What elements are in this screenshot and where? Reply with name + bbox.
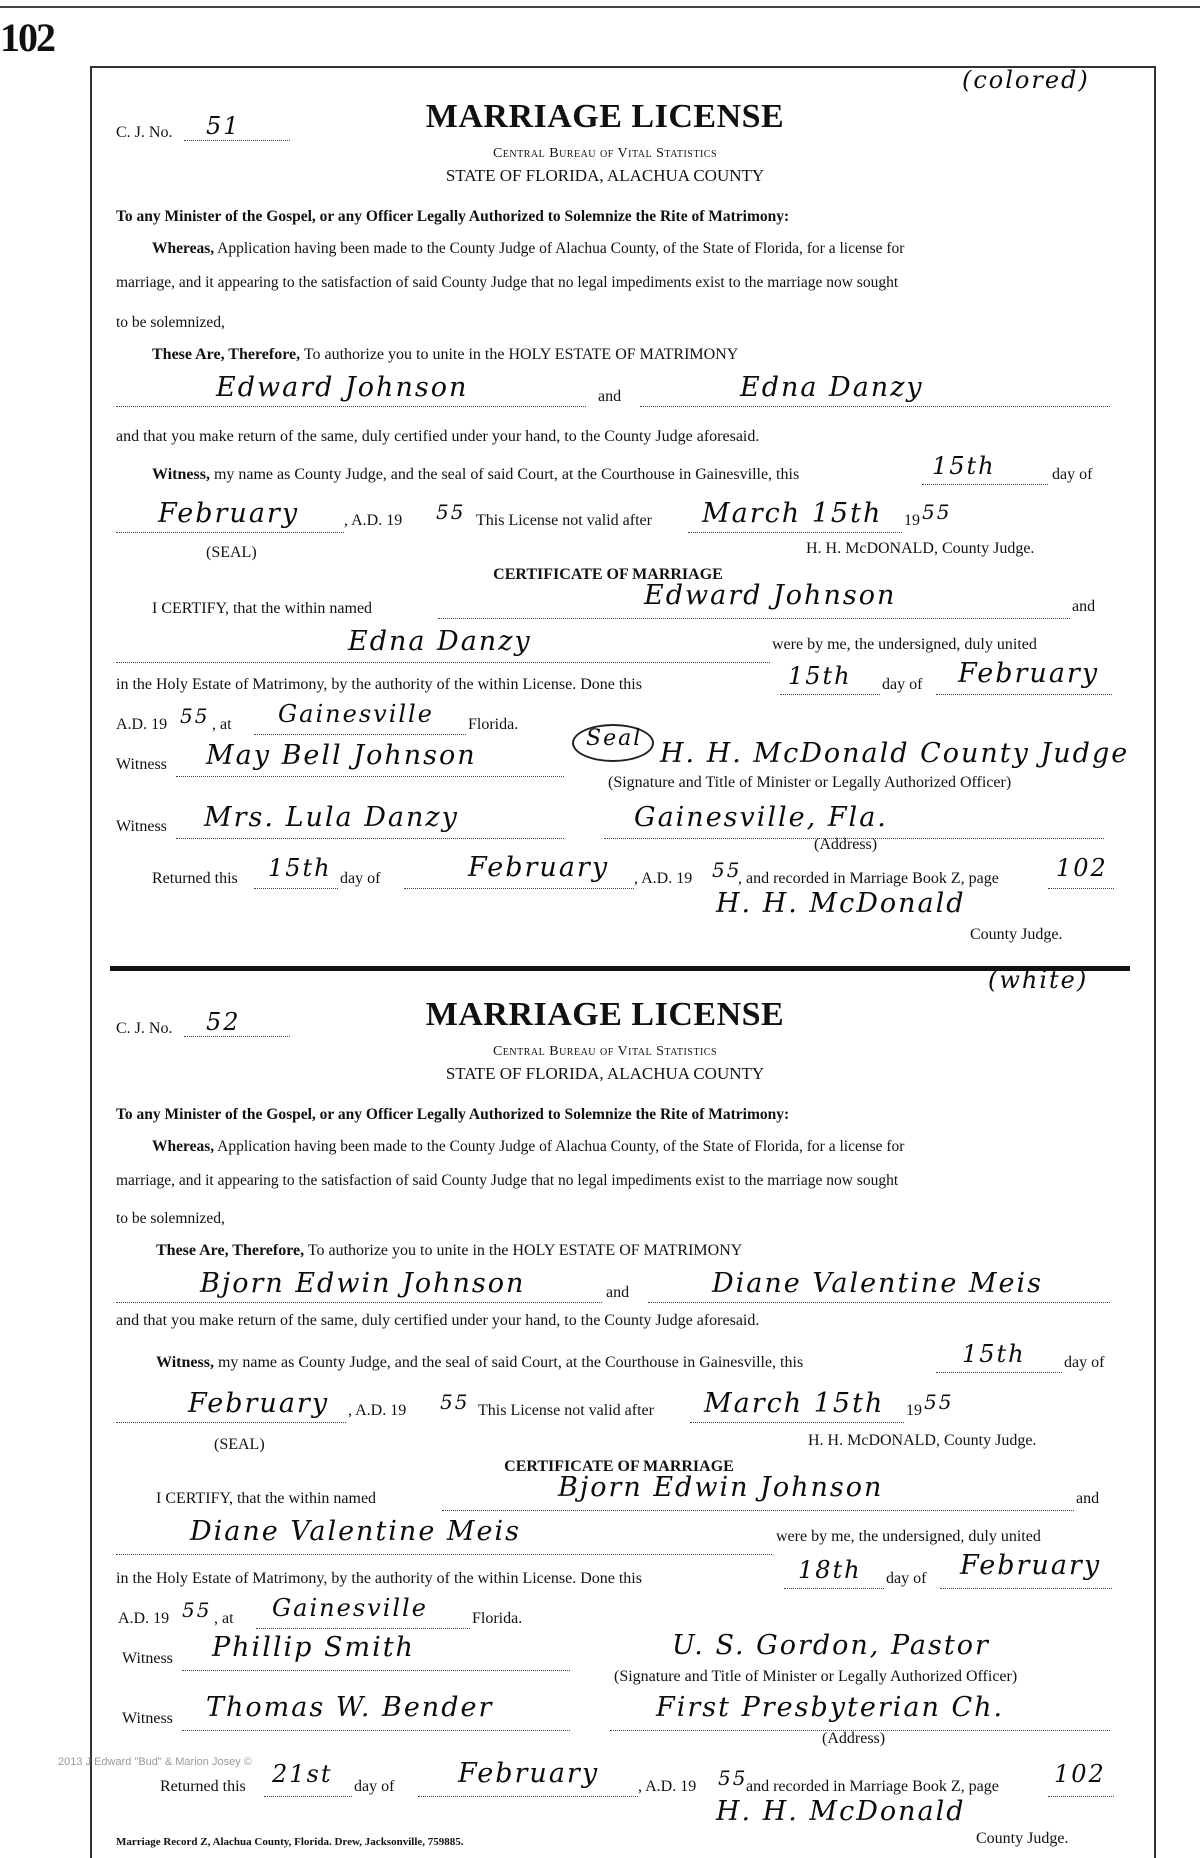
authorize-line: [152, 346, 738, 364]
form-footer: Marriage Record Z, Alachua County, Florida. Drew, Jacksonville, 759885.: [116, 1836, 464, 1848]
groom-name: Bjorn Edwin Johnson: [200, 1268, 526, 1299]
address-to: To any Minister of the Gospel, or any Officer Legally Authorized to Solemnize the Rite of Matrimony:: [116, 208, 790, 225]
page-field: [1048, 854, 1114, 889]
judge-print: H. H. McDONALD, County Judge.: [806, 540, 1035, 557]
license-subtitle: Central Bureau of Vital Statistics: [492, 1044, 718, 1059]
groom-name: Edward Johnson: [216, 372, 469, 403]
done-year: 55: [182, 1598, 212, 1622]
at-label: , at: [214, 1610, 234, 1627]
cert-and-label: and: [1072, 598, 1096, 615]
valid-until: March 15th: [704, 1388, 885, 1419]
done-month-field: [936, 658, 1112, 695]
license-day-field: [936, 1340, 1062, 1373]
returned-month: February: [468, 852, 610, 883]
license-subtitle: Central Bureau of Vital Statistics: [492, 146, 718, 161]
witness-text: my name as County Judge, and the seal of said Court, at the Courthouse in Gainesville, this: [213, 466, 800, 483]
whereas-line-1: [152, 1138, 904, 1156]
county-judge-label: County Judge.: [970, 926, 1063, 943]
were-united-label: were by me, the undersigned, duly united: [776, 1528, 1041, 1545]
these-are-lead: These Are, Therefore,: [152, 346, 301, 363]
judge-signature: H. H. McDonald: [716, 1796, 966, 1827]
authorize-text: To authorize you to unite in the HOLY ESTATE OF MATRIMONY: [307, 1242, 743, 1259]
cert-bride-field: [116, 1516, 772, 1555]
cert-groom-field: [438, 580, 1070, 619]
witness2-label: Witness: [122, 1710, 173, 1727]
returned-month-field: [418, 1758, 638, 1797]
not-valid-label: This License not valid after: [476, 512, 652, 529]
done-place-field: [256, 1594, 470, 1629]
signature-caption: (Signature and Title of Minister or Legally Authorized Officer): [614, 1668, 1018, 1685]
license-state: STATE OF FLORIDA, ALACHUA COUNTY: [445, 166, 765, 185]
document-frame: [90, 66, 1156, 1858]
seal-mark: [572, 724, 654, 762]
bride-field: [648, 1268, 1110, 1303]
race-note: (colored): [962, 66, 1090, 94]
done-day-field: [784, 1556, 884, 1589]
cj-label: C. J. No.: [116, 1020, 173, 1037]
witness1-name: Phillip Smith: [212, 1632, 415, 1663]
cert-groom: Bjorn Edwin Johnson: [558, 1472, 884, 1503]
whereas-text-1: Application having been made to the County Judge of Alachua County, of the State of Florida, for a license for: [217, 240, 905, 257]
holy-estate-line: in the Holy Estate of Matrimony, by the authority of the within License. Done this: [116, 676, 642, 693]
license-month: February: [158, 498, 300, 529]
address-value: Gainesville, Fla.: [634, 802, 888, 833]
returned-day: 15th: [268, 854, 332, 882]
done-month: February: [960, 1550, 1102, 1581]
bride-field: [640, 372, 1110, 407]
done-day-of: day of: [882, 676, 923, 693]
certificate-title: CERTIFICATE OF MARRIAGE: [493, 566, 723, 583]
returned-day-of: day of: [340, 870, 381, 887]
judge-print: H. H. McDONALD, County Judge.: [808, 1432, 1037, 1449]
valid-until-field: [688, 498, 902, 533]
license-day: 15th: [932, 452, 996, 480]
witness1-field: [182, 1632, 570, 1671]
license-title: MARRIAGE LICENSE: [425, 98, 785, 135]
seal-hand-text: Seal: [586, 726, 643, 751]
cert-and-label: and: [1076, 1490, 1100, 1507]
witness-lead: Witness,: [156, 1354, 214, 1371]
done-day-field: [780, 662, 880, 695]
address-to: To any Minister of the Gospel, or any Officer Legally Authorized to Solemnize the Rite of Matrimony:: [116, 1106, 790, 1123]
florida-label: Florida.: [468, 716, 519, 733]
license-year: 55: [440, 1390, 470, 1414]
done-place: Gainesville: [278, 700, 434, 728]
certify-label: I CERTIFY, that the within named: [156, 1490, 377, 1507]
witness2-name: Mrs. Lula Danzy: [204, 802, 459, 833]
returned-year: 55: [718, 1766, 748, 1790]
holy-estate-line: in the Holy Estate of Matrimony, by the authority of the within License. Done this: [116, 1570, 642, 1587]
recorded-label: and recorded in Marriage Book Z, page: [746, 1778, 999, 1795]
authorize-line: [156, 1242, 742, 1260]
witness-line: [152, 466, 799, 484]
witness1-label: Witness: [122, 1650, 173, 1667]
groom-field: [116, 372, 586, 407]
valid-until-field: [690, 1388, 904, 1423]
page-field: [1048, 1760, 1114, 1797]
whereas-line-1: [152, 240, 904, 258]
whereas-line-2: marriage, and it appearing to the satisfaction of said County Judge that no legal impediments exist to the marriage now sought: [116, 274, 899, 291]
returned-label: Returned this: [160, 1778, 246, 1795]
cj-number: 51: [206, 112, 241, 140]
cert-bride-field: [116, 626, 770, 663]
returned-day-field: [264, 1760, 352, 1797]
returned-day-field: [254, 854, 338, 889]
cert-bride: Edna Danzy: [348, 626, 532, 657]
bride-name: Diane Valentine Meis: [712, 1268, 1044, 1299]
top-rule: [0, 6, 1200, 8]
license-month: February: [188, 1388, 330, 1419]
license-state: STATE OF FLORIDA, ALACHUA COUNTY: [445, 1064, 765, 1083]
signature-caption: (Signature and Title of Minister or Legally Authorized Officer): [608, 774, 1012, 791]
license-separator: [110, 966, 1130, 971]
witness-line: [156, 1354, 803, 1372]
certify-label: I CERTIFY, that the within named: [152, 600, 373, 617]
day-of-label: day of: [1064, 1354, 1105, 1371]
cj-number: 52: [206, 1008, 241, 1036]
and-label: and: [598, 388, 622, 405]
page-value: 102: [1054, 1760, 1106, 1788]
witness1-field: [176, 740, 564, 777]
whereas-lead: Whereas,: [152, 240, 215, 257]
address-caption: (Address): [814, 836, 878, 853]
license-month-field: [116, 498, 344, 533]
witness-text: my name as County Judge, and the seal of said Court, at the Courthouse in Gainesville, this: [217, 1354, 804, 1371]
whereas-line-3: to be solemnized,: [116, 314, 225, 331]
done-month-field: [940, 1550, 1112, 1589]
address-caption: (Address): [822, 1730, 886, 1747]
license-day: 15th: [962, 1340, 1026, 1368]
license-title: MARRIAGE LICENSE: [425, 996, 785, 1033]
page-number: 102: [0, 15, 54, 60]
groom-field: [116, 1268, 602, 1303]
whereas-lead: Whereas,: [152, 1138, 215, 1155]
witness2-field: [182, 1692, 570, 1731]
whereas-text-1: Application having been made to the County Judge of Alachua County, of the State of Florida, for a license for: [217, 1138, 905, 1155]
day-of-label: day of: [1052, 466, 1093, 483]
valid-year: 55: [924, 1390, 954, 1414]
certificate-title: CERTIFICATE OF MARRIAGE: [504, 1458, 734, 1475]
page-value: 102: [1056, 854, 1108, 882]
done-place: Gainesville: [272, 1594, 428, 1622]
returned-ad: , A.D. 19: [634, 870, 693, 887]
seal-label: (SEAL): [206, 544, 257, 561]
return-line: and that you make return of the same, duly certified under your hand, to the County Judge aforesaid.: [116, 1312, 760, 1329]
cert-groom: Edward Johnson: [644, 580, 897, 611]
done-day: 15th: [788, 662, 852, 690]
returned-label: Returned this: [152, 870, 238, 887]
cj-label: C. J. No.: [116, 124, 173, 141]
returned-day: 21st: [272, 1760, 333, 1788]
done-place-field: [254, 700, 466, 735]
cert-bride: Diane Valentine Meis: [190, 1516, 522, 1547]
done-day: 18th: [798, 1556, 862, 1584]
valid-until: March 15th: [702, 498, 883, 529]
not-valid-label: This License not valid after: [478, 1402, 654, 1419]
license-month-field: [116, 1388, 346, 1423]
whereas-line-2: marriage, and it appearing to the satisfaction of said County Judge that no legal impediments exist to the marriage now sought: [116, 1172, 899, 1189]
ad-label: , A.D. 19: [344, 512, 403, 529]
county-judge-label: County Judge.: [976, 1830, 1069, 1847]
returned-year: 55: [712, 858, 742, 882]
recorded-label: , and recorded in Marriage Book Z, page: [738, 870, 999, 887]
done-month: February: [958, 658, 1100, 689]
officiant-signature: H. H. McDonald County Judge: [660, 738, 1130, 769]
returned-month: February: [458, 1758, 600, 1789]
copyright-credit: 2013 J Edward "Bud" & Marion Josey ©: [58, 1756, 252, 1768]
and-label: and: [606, 1284, 630, 1301]
were-united-label: were by me, the undersigned, duly united: [772, 636, 1037, 653]
seal-label: (SEAL): [214, 1436, 265, 1453]
authorize-text: To authorize you to unite in the HOLY ESTATE OF MATRIMONY: [303, 346, 739, 363]
florida-label: Florida.: [472, 1610, 523, 1627]
ad-label: , A.D. 19: [348, 1402, 407, 1419]
bride-name: Edna Danzy: [740, 372, 924, 403]
officiant-signature: U. S. Gordon, Pastor: [672, 1630, 990, 1661]
witness2-field: [176, 802, 564, 839]
these-are-lead: These Are, Therefore,: [156, 1242, 305, 1259]
witness2-label: Witness: [116, 818, 167, 835]
address-value: First Presbyterian Ch.: [656, 1692, 1005, 1723]
witness2-name: Thomas W. Bender: [206, 1692, 494, 1723]
nineteen-label: 19: [904, 512, 920, 529]
returned-month-field: [404, 852, 634, 889]
license-day-field: [922, 452, 1048, 485]
witness-lead: Witness,: [152, 466, 210, 483]
witness1-label: Witness: [116, 756, 167, 773]
done-day-of: day of: [886, 1570, 927, 1587]
at-label: , at: [212, 716, 232, 733]
cert-groom-field: [442, 1472, 1074, 1511]
done-ad-label: A.D. 19: [116, 716, 168, 733]
done-year: 55: [180, 704, 210, 728]
address-field: [610, 1692, 1110, 1731]
nineteen-label: 19: [906, 1402, 922, 1419]
license-year: 55: [436, 500, 466, 524]
race-note: (white): [988, 966, 1089, 994]
done-ad-label: A.D. 19: [118, 1610, 170, 1627]
returned-day-of: day of: [354, 1778, 395, 1795]
judge-signature: H. H. McDonald: [716, 888, 966, 919]
valid-year: 55: [922, 500, 952, 524]
returned-ad: , A.D. 19: [638, 1778, 697, 1795]
whereas-line-3: to be solemnized,: [116, 1210, 225, 1227]
witness1-name: May Bell Johnson: [206, 740, 477, 771]
return-line: and that you make return of the same, duly certified under your hand, to the County Judge aforesaid.: [116, 428, 760, 445]
